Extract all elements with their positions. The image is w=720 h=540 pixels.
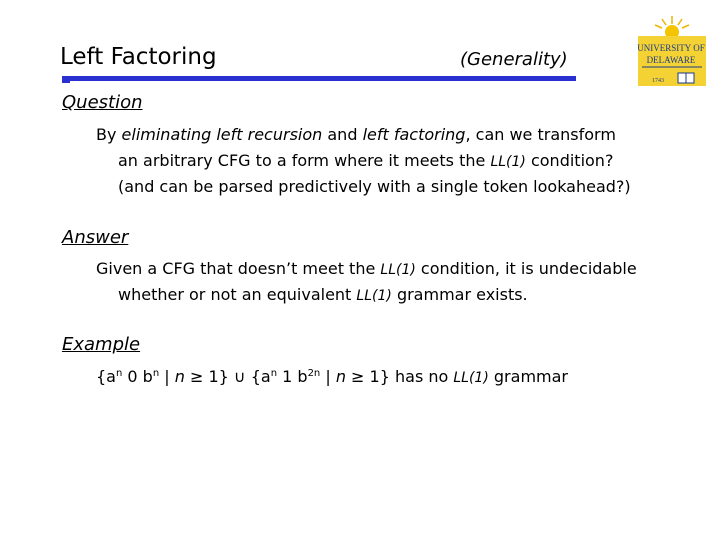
formula-sup-2: n xyxy=(152,368,160,379)
example-formula xyxy=(96,367,568,386)
logo-year: 1743 xyxy=(652,78,664,84)
answer-line2-suffix: grammar exists. xyxy=(391,285,528,304)
answer-line1-suffix: condition, it is undecidable xyxy=(415,259,637,278)
formula-part-4: ≥ 1} ∪ {a xyxy=(184,367,271,386)
answer-line-1 xyxy=(96,259,637,278)
formula-part-2: 0 b xyxy=(122,367,153,386)
formula-part-5: 1 b xyxy=(277,367,308,386)
slide-title: Left Factoring xyxy=(60,44,217,70)
formula-part-7: ≥ 1} has no xyxy=(345,367,454,386)
formula-var-n-2: n xyxy=(335,367,346,386)
answer-line1-prefix: Given a CFG that doesn’t meet the xyxy=(96,259,381,278)
title-underline-rule xyxy=(62,76,576,81)
question-line-3: (and can be parsed predictively with a single token lookahead?) xyxy=(118,177,631,196)
formula-var-n-1: n xyxy=(174,367,185,386)
formula-part-8: grammar xyxy=(488,367,568,386)
answer-heading: Answer xyxy=(62,227,129,248)
title-rule-stub xyxy=(62,76,70,83)
question-line2-emphasis: LL(1) xyxy=(490,154,526,170)
question-line2-suffix: condition? xyxy=(525,151,614,170)
answer-line-2 xyxy=(118,285,528,304)
university-logo xyxy=(636,12,708,88)
answer-line1-emphasis: LL(1) xyxy=(380,262,416,278)
answer-line2-prefix: whether or not an equivalent xyxy=(118,285,357,304)
formula-sup-3: n xyxy=(270,368,278,379)
question-line2-prefix: an arbitrary CFG to a form where it meets the xyxy=(118,151,491,170)
logo-text-line2: DELAWARE xyxy=(646,55,696,65)
formula-emphasis-ll1: LL(1) xyxy=(453,370,489,386)
formula-sup-1: n xyxy=(115,368,123,379)
question-line-2 xyxy=(118,151,613,170)
slide-subtitle: (Generality) xyxy=(460,49,568,70)
question-line1-emphasis-2: left factoring xyxy=(362,125,466,144)
question-line1-mid: and xyxy=(322,125,363,144)
formula-part-3: | xyxy=(159,367,175,386)
question-line-1 xyxy=(96,125,616,144)
example-heading: Example xyxy=(62,334,141,355)
question-heading: Question xyxy=(62,92,143,113)
formula-sup-4: 2n xyxy=(307,368,321,379)
question-line1-suffix: , can we transform xyxy=(465,125,616,144)
formula-part-6: | xyxy=(320,367,336,386)
question-line1-prefix: By xyxy=(96,125,122,144)
university-logo-graphic xyxy=(636,12,708,88)
question-line1-emphasis-1: eliminating left recursion xyxy=(121,125,323,144)
logo-text-line1: UNIVERSITY OF xyxy=(637,43,705,53)
formula-part-1: {a xyxy=(96,367,116,386)
answer-line2-emphasis: LL(1) xyxy=(356,288,392,304)
